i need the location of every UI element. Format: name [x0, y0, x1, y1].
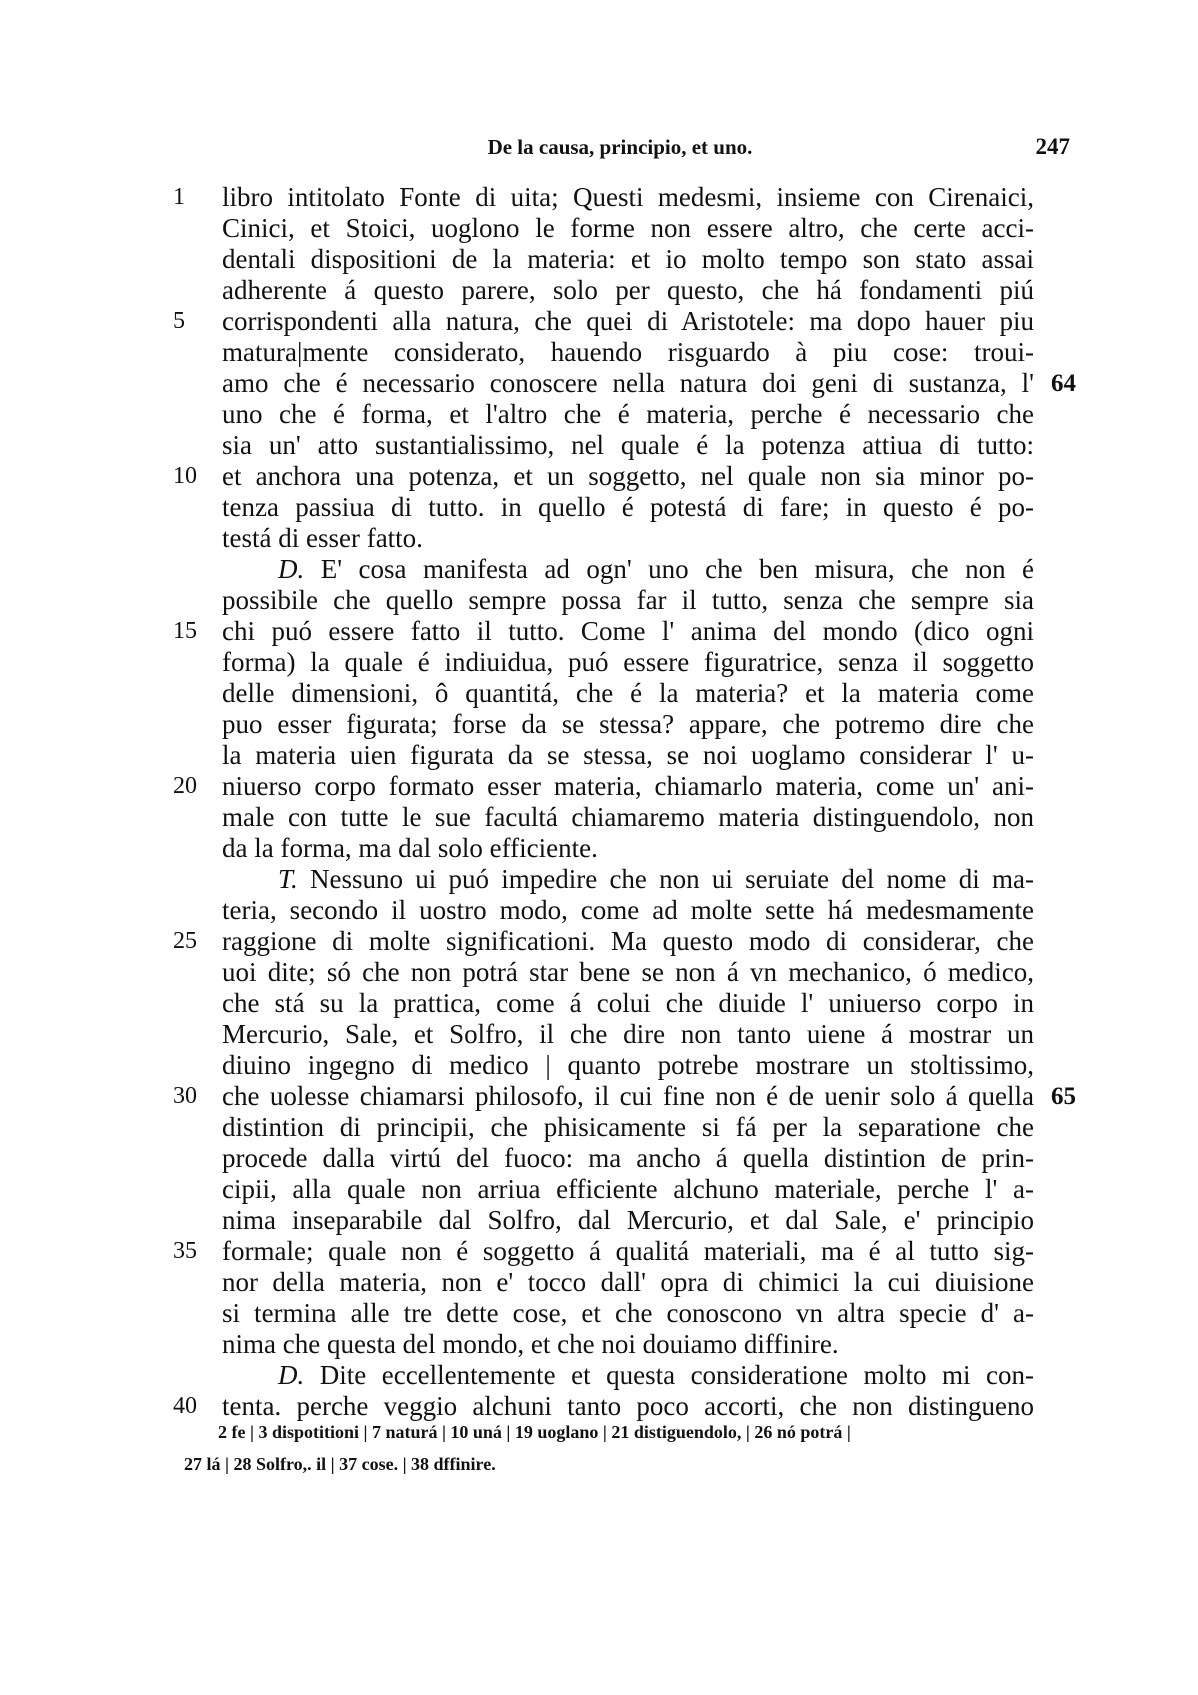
line-number: 5 — [173, 308, 185, 334]
text-line — [173, 461, 1034, 492]
line-text: che uolesse chiamarsi philosofo, il cui fine non é de uenir solo á quella — [222, 1081, 1034, 1111]
text-line — [222, 244, 1034, 275]
speaker-label: D. — [278, 554, 305, 584]
text-line — [222, 647, 1034, 678]
line-text: si termina alle tre dette cose, et che conoscono vn altra specie d' a- — [222, 1298, 1034, 1328]
line-text: procede dalla virtú del fuoco: ma ancho á quella distintion de prin- — [222, 1143, 1034, 1173]
line-text: uoi dite; só che non potrá star bene se non á vn mechanico, ó medico, — [222, 957, 1034, 987]
text-line — [222, 678, 1034, 709]
speaker-label: T. — [278, 864, 298, 894]
line-text: sia un' atto sustantialissimo, nel quale é la potenza attiua di tutto: — [222, 430, 1034, 460]
line-text: niuerso corpo formato esser materia, chiamarlo materia, come un' ani- — [222, 771, 1034, 801]
text-line — [173, 926, 1034, 957]
line-text: testá di esser fatto. — [222, 523, 423, 553]
text-line — [222, 1019, 1034, 1050]
line-text: Cinici, et Stoici, uoglono le forme non essere altro, che certe acci- — [222, 213, 1034, 243]
line-text: Nessuno ui puó impedire che non ui seruiate del nome di ma- — [310, 864, 1034, 894]
line-text: nima inseparabile dal Solfro, dal Mercurio, et dal Sale, e' principio — [222, 1205, 1034, 1235]
text-line — [222, 802, 1034, 833]
line-number: 1 — [173, 184, 185, 210]
text-line — [222, 554, 1034, 585]
apparatus-note-line: 2 fe | 3 dispotitioni | 7 naturá | 10 uná | 19 uoglano | 21 distiguendolo, | 26 nó potrá | — [218, 1422, 851, 1442]
text-line — [222, 430, 1034, 461]
line-number: 35 — [173, 1238, 197, 1264]
line-text: forma) la quale é indiuidua, puó essere figuratrice, senza il soggetto — [222, 647, 1034, 677]
text-line — [222, 709, 1034, 740]
line-text: teria, secondo il uostro modo, come ad molte sette há medesmamente — [222, 895, 1034, 925]
text-line — [222, 988, 1034, 1019]
margin-page-ref: 65 — [1051, 1083, 1076, 1110]
body-text — [173, 182, 1076, 1422]
text-line — [222, 1143, 1034, 1174]
text-line — [222, 1112, 1034, 1143]
line-text: diuino ingegno di medico | quanto potrebe mostrare un stoltissimo, — [222, 1050, 1034, 1080]
running-title: De la causa, principio, et uno. — [487, 135, 753, 159]
line-text: Dite eccellentemente et questa consideratione molto mi con- — [319, 1360, 1034, 1390]
line-text: male con tutte le sue facultá chiamaremo materia distinguendolo, non — [222, 802, 1034, 832]
line-text: dentali dispositioni de la materia: et io molto tempo son stato assai — [222, 244, 1034, 274]
line-text: corrispondenti alla natura, che quei di Aristotele: ma dopo hauer piu — [222, 306, 1034, 336]
line-text: distintion di principii, che phisicamente si fá per la separatione che — [222, 1112, 1034, 1142]
text-line — [222, 585, 1034, 616]
line-text: puo esser figurata; forse da se stessa? appare, che potremo dire che — [222, 709, 1034, 739]
line-text: possibile che quello sempre possa far il tutto, senza che sempre sia — [222, 585, 1034, 615]
text-line — [173, 1081, 1034, 1112]
text-line — [173, 771, 1034, 802]
text-line — [222, 833, 1034, 864]
line-text: nor della materia, non e' tocco dall' opra di chimici la cui diuisione — [222, 1267, 1034, 1297]
text-line — [222, 1298, 1034, 1329]
line-text: adherente á questo parere, solo per questo, che há fondamenti piú — [222, 275, 1034, 305]
line-text: Mercurio, Sale, et Solfro, il che dire non tanto uiene á mostrar un — [222, 1019, 1034, 1049]
line-number: 20 — [173, 773, 197, 799]
text-line — [222, 523, 1034, 554]
line-text: tenta. perche veggio alchuni tanto poco accorti, che non distingueno — [222, 1391, 1034, 1421]
text-line — [222, 368, 1034, 399]
text-line — [173, 616, 1034, 647]
speaker-label: D. — [278, 1360, 305, 1390]
line-text: la materia uien figurata da se stessa, se noi uoglamo considerar l' u- — [222, 740, 1034, 770]
line-text: tenza passiua di tutto. in quello é potestá di fare; in questo é po- — [222, 492, 1034, 522]
line-text: da la forma, ma dal solo efficiente. — [222, 833, 598, 863]
text-line — [222, 213, 1034, 244]
text-line — [222, 864, 1034, 895]
line-text: E' cosa manifesta ad ogn' uno che ben misura, che non é — [320, 554, 1035, 584]
line-text: amo che é necessario conoscere nella natura doi geni di sustanza, l' — [222, 368, 1034, 398]
line-text: libro intitolato Fonte di uita; Questi medesmi, insieme con Cirenaici, — [222, 182, 1034, 212]
line-text: chi puó essere fatto il tutto. Come l' anima del mondo (dico ogni — [222, 616, 1034, 646]
text-line — [222, 1329, 1034, 1360]
line-number: 10 — [173, 463, 197, 489]
line-text: cipii, alla quale non arriua efficiente alchuno materiale, perche l' a- — [222, 1174, 1034, 1204]
line-text: delle dimensioni, ô quantitá, che é la materia? et la materia come — [222, 678, 1034, 708]
text-line — [222, 740, 1034, 771]
line-text: nima che questa del mondo, et che noi douiamo diffinire. — [222, 1329, 839, 1359]
line-text: matura|mente considerato, hauendo risguardo à piu cose: troui- — [222, 337, 1034, 367]
page-number: 247 — [1035, 134, 1070, 159]
text-line — [173, 182, 1034, 213]
text-line — [222, 957, 1034, 988]
text-line — [222, 1205, 1034, 1236]
text-line — [173, 1236, 1034, 1267]
text-line — [222, 492, 1034, 523]
line-text: raggione di molte significationi. Ma questo modo di considerar, che — [222, 926, 1034, 956]
line-number: 30 — [173, 1083, 197, 1109]
text-line — [222, 1174, 1034, 1205]
text-line — [173, 306, 1034, 337]
line-text: formale; quale non é soggetto á qualitá materiali, ma é al tutto sig- — [222, 1236, 1034, 1266]
line-text: che stá su la prattica, come á colui che diuide l' uniuerso corpo in — [222, 988, 1034, 1018]
apparatus-note-line: 27 lá | 28 Solfro,. il | 37 cose. | 38 dffinire. — [184, 1454, 496, 1474]
text-line — [222, 1267, 1034, 1298]
text-line — [222, 399, 1034, 430]
line-number: 15 — [173, 618, 197, 644]
line-text: uno che é forma, et l'altro che é materia, perche é necessario che — [222, 399, 1034, 429]
line-text: et anchora una potenza, et un soggetto, nel quale non sia minor po- — [222, 461, 1034, 491]
text-line — [222, 895, 1034, 926]
line-number: 40 — [173, 1393, 197, 1419]
text-line — [222, 1360, 1034, 1391]
page-header — [170, 130, 1070, 164]
text-line — [222, 275, 1034, 306]
margin-page-ref: 64 — [1051, 370, 1076, 397]
line-number: 25 — [173, 928, 197, 954]
critical-apparatus — [184, 1416, 1032, 1480]
